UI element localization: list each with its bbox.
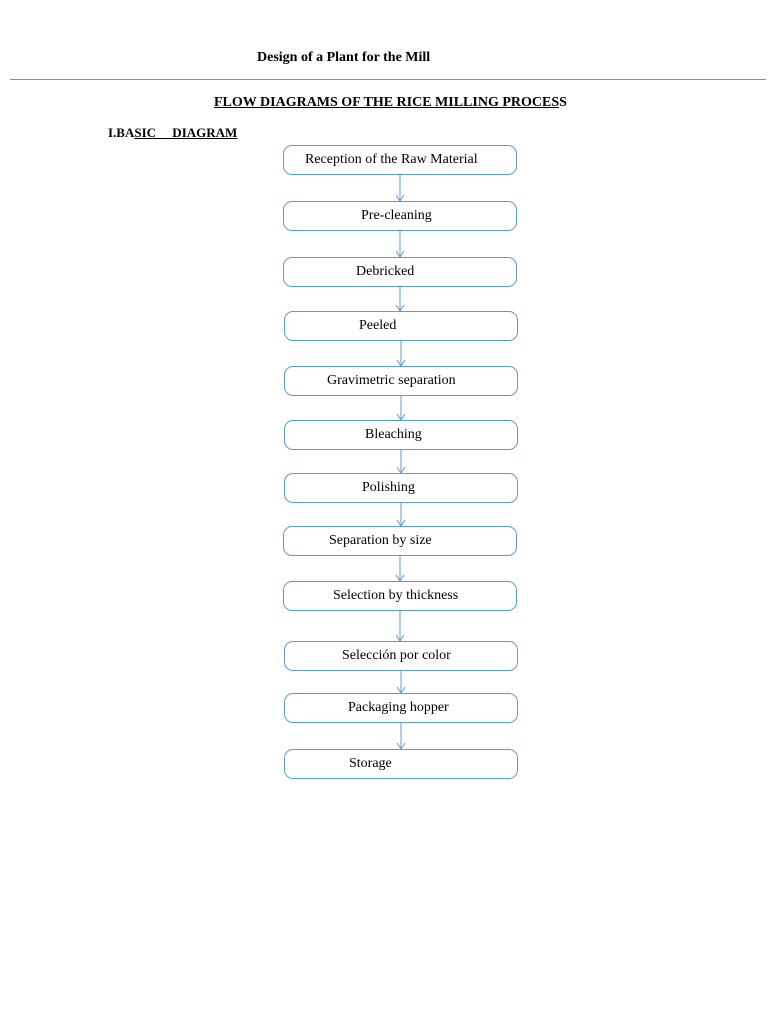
flow-step-bleaching: Bleaching [284, 420, 518, 450]
flow-step-pre-cleaning: Pre-cleaning [283, 201, 517, 231]
document-heading-tail: S [559, 95, 567, 110]
flow-step-separation-by-size: Separation by size [283, 526, 517, 556]
flow-step-debricked: Debricked [283, 257, 517, 287]
flow-arrow [396, 611, 404, 641]
document-heading-underlined: FLOW DIAGRAMS OF THE RICE MILLING PROCES [214, 95, 560, 110]
section-heading-underlined: SIC DIAGRAM [134, 125, 238, 140]
flow-arrow [396, 231, 404, 257]
flow-step-peeled: Peeled [284, 311, 518, 341]
flow-step-reception: Reception of the Raw Material [283, 145, 517, 175]
flow-step-packaging-hopper: Packaging hopper [284, 693, 518, 723]
flow-step-storage: Storage [284, 749, 518, 779]
flow-arrow [396, 287, 404, 311]
flow-arrow [396, 556, 404, 581]
flow-arrow [397, 503, 405, 526]
flow-step-seleccion-por-color: Selección por color [284, 641, 518, 671]
page-header-title: Design of a Plant for the Mill [257, 50, 431, 65]
flow-step-polishing: Polishing [284, 473, 518, 503]
flow-step-gravimetric-separation: Gravimetric separation [284, 366, 518, 396]
flow-step-selection-by-thickness: Selection by thickness [283, 581, 517, 611]
flow-arrow [397, 341, 405, 366]
section-heading-prefix: I.BA [108, 125, 135, 140]
flow-arrow [397, 723, 405, 749]
flow-arrow [397, 671, 405, 693]
flow-arrow [397, 396, 405, 420]
flow-arrow [396, 175, 404, 201]
flow-arrow [397, 450, 405, 473]
